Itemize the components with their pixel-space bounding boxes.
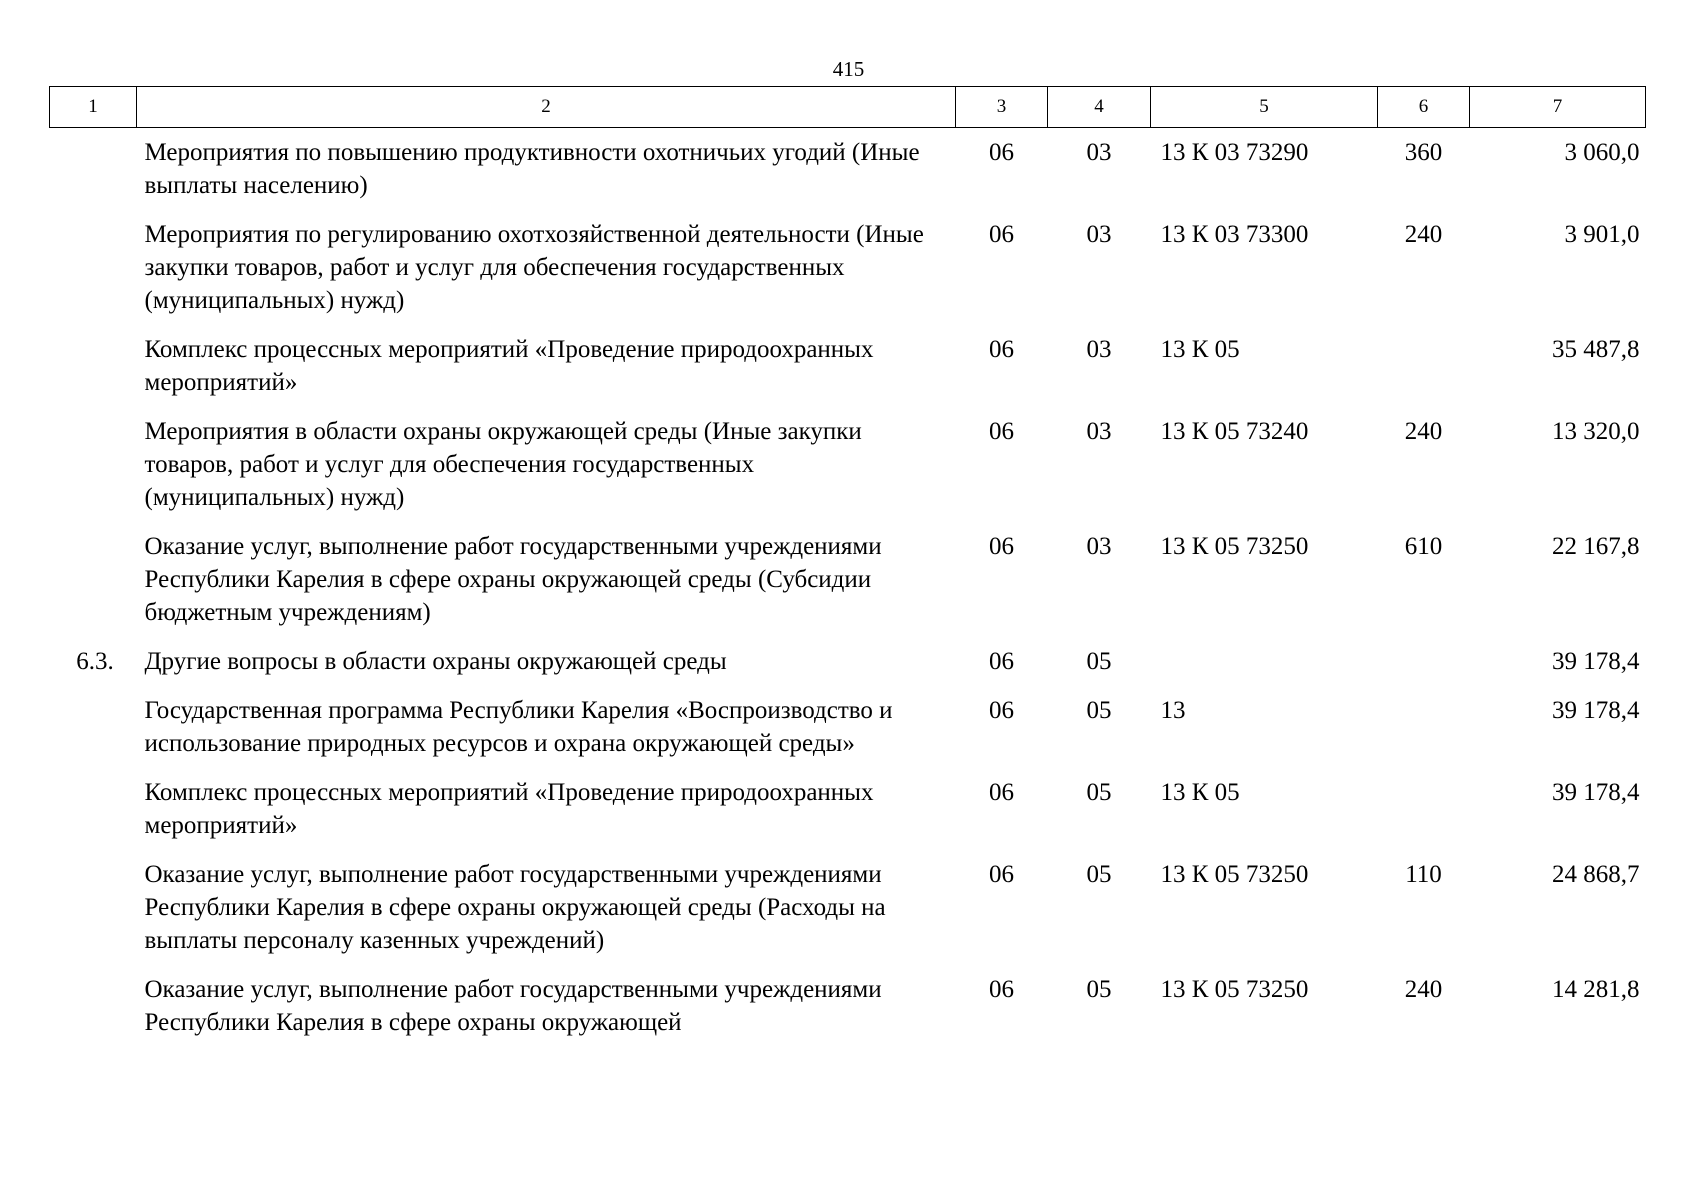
row-subsection: 05 (1086, 697, 1112, 724)
row-subsection: 05 (1086, 861, 1112, 888)
row-name: Государственная программа Республики Карелия «Воспроизводство и использование природных ресурсов и охрана окружающей среды» (144, 697, 893, 757)
table-row (50, 406, 1646, 521)
table-row (50, 128, 1646, 210)
row-section: 06 (989, 779, 1014, 806)
row-amount: 39 178,4 (1552, 779, 1640, 806)
row-subsection: 03 (1086, 418, 1112, 445)
row-expense-type: 360 (1404, 139, 1443, 166)
table-header (50, 87, 1646, 128)
header-col-4: 4 (1048, 87, 1151, 128)
row-name: Комплекс процессных мероприятий «Проведение природоохранных мероприятий» (144, 779, 874, 839)
row-number (50, 324, 137, 406)
row-name: Оказание услуг, выполнение работ государственными учреждениями Республики Карелия в сфере охраны окружающей среды (Расходы на выплаты персоналу казенных учреждений) (144, 861, 886, 954)
row-target-article: 13 К 05 73250 (1160, 976, 1309, 1003)
row-subsection: 03 (1086, 533, 1112, 560)
row-amount: 35 487,8 (1552, 336, 1640, 363)
table-body (50, 128, 1646, 1047)
row-name: Оказание услуг, выполнение работ государственными учреждениями Республики Карелия в сфере охраны окружающей среды (Субсидии бюджетным учреждениям) (144, 533, 882, 626)
row-number: 6.3. (76, 648, 114, 675)
row-target-article: 13 (1160, 697, 1186, 724)
header-col-5: 5 (1151, 87, 1378, 128)
row-number (50, 521, 137, 636)
header-col-1: 1 (50, 87, 137, 128)
row-name: Другие вопросы в области охраны окружающей среды (144, 648, 727, 675)
row-amount: 3 901,0 (1564, 221, 1640, 248)
row-section: 06 (989, 418, 1014, 445)
page-number: 415 (832, 57, 865, 81)
row-number (50, 406, 137, 521)
row-amount: 39 178,4 (1552, 648, 1640, 675)
row-subsection: 05 (1086, 648, 1112, 675)
row-amount: 3 060,0 (1564, 139, 1640, 166)
header-col-6: 6 (1378, 87, 1470, 128)
table-row (50, 521, 1646, 636)
row-section: 06 (989, 336, 1014, 363)
table-row (50, 636, 1646, 685)
table-row (50, 964, 1646, 1046)
row-section: 06 (989, 139, 1014, 166)
row-section: 06 (989, 976, 1014, 1003)
row-number (50, 849, 137, 964)
row-target-article: 13 К 05 73250 (1160, 533, 1309, 560)
row-subsection: 05 (1086, 779, 1112, 806)
row-name: Мероприятия по повышению продуктивности охотничьих угодий (Иные выплаты населению) (144, 139, 920, 199)
table-row (50, 685, 1646, 767)
row-number (50, 767, 137, 849)
row-name: Комплекс процессных мероприятий «Проведение природоохранных мероприятий» (144, 336, 874, 396)
header-col-2: 2 (137, 87, 956, 128)
row-expense-type: 110 (1405, 861, 1442, 888)
row-subsection: 03 (1086, 221, 1112, 248)
row-name: Мероприятия по регулированию охотхозяйственной деятельности (Иные закупки товаров, работ и услуг для обеспечения государственных (муниципальных) нужд) (144, 221, 924, 314)
row-section: 06 (989, 221, 1014, 248)
row-expense-type (1378, 636, 1470, 685)
row-target-article: 13 К 05 (1160, 336, 1240, 363)
row-subsection: 03 (1086, 336, 1112, 363)
table-row (50, 324, 1646, 406)
row-target-article: 13 К 05 (1160, 779, 1240, 806)
table-row (50, 767, 1646, 849)
row-section: 06 (989, 533, 1014, 560)
row-name: Мероприятия в области охраны окружающей среды (Иные закупки товаров, работ и услуг для обеспечения государственных (муниципальных) нужд) (144, 418, 862, 511)
row-amount: 39 178,4 (1552, 697, 1640, 724)
header-col-7: 7 (1470, 87, 1646, 128)
table-row (50, 209, 1646, 324)
row-section: 06 (989, 648, 1014, 675)
header-row (50, 87, 1646, 128)
row-expense-type (1378, 685, 1470, 767)
row-subsection: 05 (1086, 976, 1112, 1003)
row-target-article: 13 К 03 73300 (1160, 221, 1309, 248)
row-expense-type (1378, 767, 1470, 849)
row-name: Оказание услуг, выполнение работ государственными учреждениями Республики Карелия в сфере охраны окружающей (144, 976, 882, 1036)
row-target-article: 13 К 03 73290 (1160, 139, 1309, 166)
table-row (50, 849, 1646, 964)
row-amount: 13 320,0 (1552, 418, 1640, 445)
row-number (50, 964, 137, 1046)
row-subsection: 03 (1086, 139, 1112, 166)
row-expense-type: 240 (1404, 976, 1443, 1003)
row-expense-type (1378, 324, 1470, 406)
row-amount: 24 868,7 (1552, 861, 1640, 888)
row-section: 06 (989, 861, 1014, 888)
row-expense-type: 240 (1404, 418, 1443, 445)
budget-table (49, 86, 1646, 1046)
row-section: 06 (989, 697, 1014, 724)
row-number (50, 209, 137, 324)
row-expense-type: 610 (1404, 533, 1443, 560)
row-target-article (1151, 636, 1378, 685)
row-target-article: 13 К 05 73250 (1160, 861, 1309, 888)
row-expense-type: 240 (1404, 221, 1443, 248)
row-target-article: 13 К 05 73240 (1160, 418, 1309, 445)
row-amount: 14 281,8 (1552, 976, 1640, 1003)
header-col-3: 3 (956, 87, 1048, 128)
row-amount: 22 167,8 (1552, 533, 1640, 560)
row-number (50, 128, 137, 210)
row-number (50, 685, 137, 767)
